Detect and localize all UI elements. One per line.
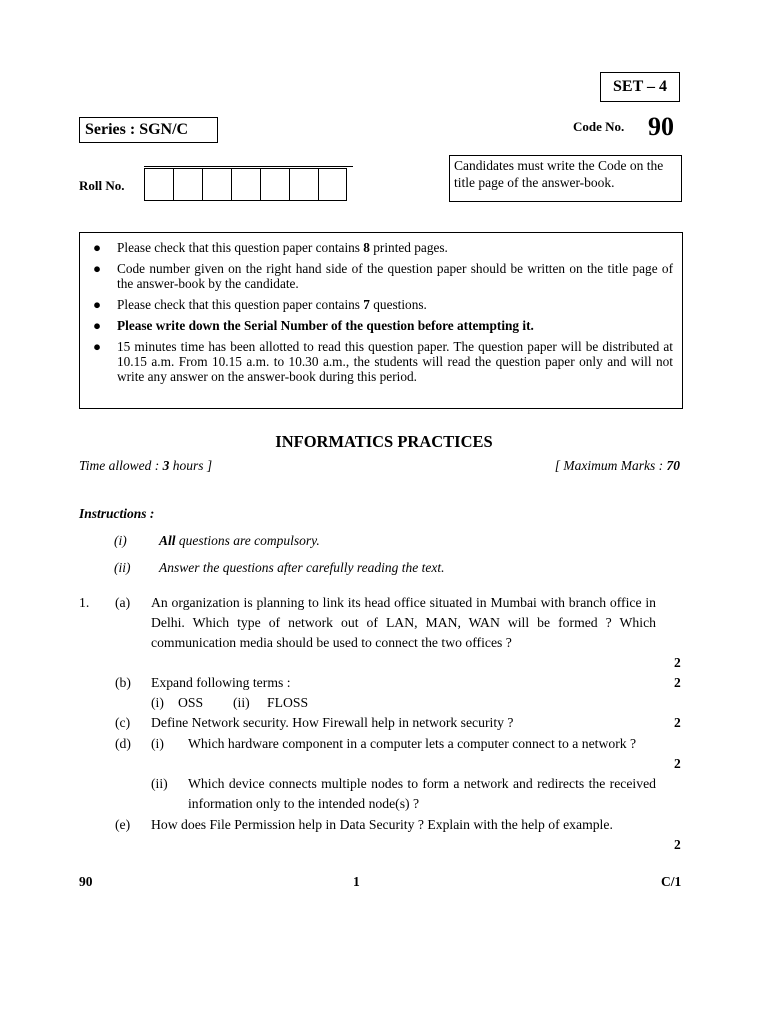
notice-item: ● 15 minutes time has been allotted to read this question paper. The question paper will be distributed at 10.15 a.m. From 10.15 a.m. to 10.30 a.m., the students will read the question paper only and will not write any answer on the answer-book during this period. <box>93 339 673 384</box>
marks-value: 2 <box>674 655 681 670</box>
roll-number-cell <box>318 168 347 201</box>
instruction-number: (ii) <box>114 560 131 575</box>
part-label: (c) <box>115 715 131 730</box>
maximum-marks: [ Maximum Marks : 70 <box>554 458 680 473</box>
page-number: 1 <box>353 874 360 889</box>
roll-number-cell <box>173 168 202 201</box>
bullet-icon: ● <box>93 318 102 333</box>
footer-series: C/1 <box>661 874 682 889</box>
sub-part-label: (ii) <box>233 695 250 710</box>
notice-item: ● Code number given on the right hand side of the question paper should be written on the title page of the answer-book by the candidate. <box>93 261 673 291</box>
footer-code: 90 <box>79 874 93 889</box>
notice-item: ● Please check that this question paper contains 8 printed pages. <box>93 240 448 255</box>
time-allowed: Time allowed : 3 hours ] <box>79 458 213 473</box>
question-text: An organization is planning to link its head office situated in Mumbai with branch office in Delhi. Which type of network out of LAN, MAN, WAN will be formed ? Which communication media should be used to connect the two offices ? <box>151 595 656 650</box>
sub-part-label: (i) <box>151 736 164 751</box>
part-label: (a) <box>115 595 131 610</box>
code-label: Code No. <box>573 119 625 134</box>
marks-value: 2 <box>674 675 681 690</box>
candidate-note: Candidates must write the Code on the title page of the answer-book. <box>449 155 682 202</box>
notice-item: ● Please check that this question paper contains 7 questions. <box>93 297 427 312</box>
instruction-text: Answer the questions after carefully reading the text. <box>159 560 445 575</box>
roll-number-cell <box>231 168 260 201</box>
roll-number-boxes <box>144 168 347 202</box>
sub-part-label: (ii) <box>151 776 168 791</box>
marks-value: 2 <box>674 837 681 852</box>
roll-number-cell <box>260 168 289 201</box>
instructions-heading: Instructions : <box>79 506 155 521</box>
roll-number-cell <box>289 168 318 201</box>
bullet-icon: ● <box>93 261 102 276</box>
instruction-number: (i) <box>114 533 127 548</box>
roll-number-top-line <box>144 166 353 167</box>
question-text: Define Network security. How Firewall help in network security ? <box>151 715 514 730</box>
sub-part-label: (i) <box>151 695 164 710</box>
bullet-icon: ● <box>93 339 102 354</box>
question-number: 1. <box>79 595 90 610</box>
part-label: (e) <box>115 817 131 832</box>
series-label: Series : SGN/C <box>79 117 218 143</box>
term-text: FLOSS <box>267 695 309 710</box>
part-label: (d) <box>115 736 131 751</box>
paper-title: INFORMATICS PRACTICES <box>275 432 493 451</box>
instruction-text: All questions are compulsory. <box>159 533 320 548</box>
code-number: 90 <box>648 112 674 141</box>
question-text: Expand following terms : <box>151 675 291 690</box>
question-text: Which device connects multiple nodes to form a network and redirects the received information only to the intended node(s) ? <box>188 776 656 811</box>
question-text: How does File Permission help in Data Security ? Explain with the help of example. <box>151 817 613 832</box>
set-label: SET – 4 <box>600 72 680 102</box>
roll-number-cell <box>202 168 231 201</box>
notice-item: ● Please write down the Serial Number of the question before attempting it. <box>93 318 534 333</box>
bullet-icon: ● <box>93 297 102 312</box>
roll-number-cell <box>144 168 173 201</box>
part-label: (b) <box>115 675 131 690</box>
marks-value: 2 <box>674 756 681 771</box>
notice-box <box>79 232 683 409</box>
bullet-icon: ● <box>93 240 102 255</box>
question-text: Which hardware component in a computer lets a computer connect to a network ? <box>188 736 637 751</box>
roll-number-label: Roll No. <box>79 178 125 193</box>
term-text: OSS <box>178 695 204 710</box>
marks-value: 2 <box>674 715 681 730</box>
